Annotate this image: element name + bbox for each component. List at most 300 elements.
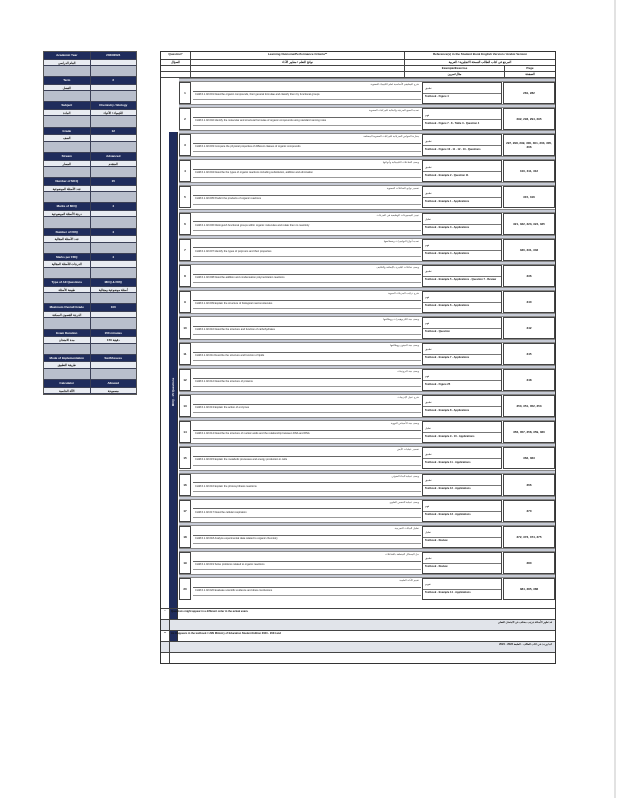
example-arabic: تحليل (425, 531, 432, 535)
question-number: 15 (179, 447, 191, 469)
outcome-english: CHM.6.1.02.004 Describe the types of organic reactions including substitution, addition and elimination (195, 171, 313, 175)
outcome-english: CHM.6.1.02.003 Compare the physical properties of different classes of organic compounds (195, 145, 301, 149)
example-english: Textbook - Example 6 - Applications (425, 304, 470, 308)
example-arabic: تحليل (425, 426, 432, 430)
outcome-text (193, 160, 421, 182)
example-divider (423, 250, 501, 251)
question-number: 11 (179, 343, 191, 365)
question-number: 12 (179, 369, 191, 391)
info-row (44, 268, 136, 279)
example-cell (422, 213, 502, 235)
outcome-arabic: وصف التفاعلات الكيميائية وأنواعها (382, 161, 419, 165)
example-arabic: تطبيق (425, 270, 432, 274)
example-english: Textbook - Example 9 - 10 - Applications (425, 434, 475, 438)
example-cell (422, 160, 502, 182)
outcome-divider (193, 91, 421, 92)
outcome-divider (193, 177, 421, 178)
info-row (44, 116, 136, 127)
example-cell (422, 369, 502, 391)
example-english: Textbook - Example 8 - Applications (425, 408, 470, 412)
info-row (44, 203, 136, 211)
header-page-ar: الصفحة (525, 72, 535, 76)
info-label (44, 192, 90, 203)
outcome-row (179, 239, 555, 261)
outcome-text (193, 82, 421, 104)
info-label: الصف (44, 135, 90, 141)
coverage-table (160, 51, 556, 664)
header-outcome: Learning Outcome/Performance Criteria** (191, 52, 405, 59)
outcome-text (193, 578, 421, 600)
example-english: Textbook - Example 7 - Applications (425, 356, 470, 360)
info-label (44, 217, 90, 228)
example-english: Textbook - Example 12 - Applications (425, 486, 471, 490)
outcome-row (179, 552, 555, 574)
outcome-divider (193, 561, 421, 562)
header-reference: Reference(s) in the Student Book English Version / Arabic Version (432, 52, 528, 56)
example-english: Textbook - Review (425, 565, 448, 569)
outcome-row (179, 265, 555, 287)
outcome-divider (193, 169, 421, 170)
example-divider (423, 563, 501, 564)
example-cell (422, 526, 502, 548)
header-outcome-ar: نواتج التعلم / معايير الأداء (191, 60, 405, 65)
outcome-arabic: تحديد الصيغ الجزيئية والبنائية للمركبات العضوية (369, 109, 419, 113)
outcome-divider (193, 482, 421, 483)
example-divider (423, 171, 501, 172)
example-divider (423, 432, 501, 433)
info-label: Subject (44, 102, 90, 110)
info-row (44, 229, 136, 237)
footnote-arabic: قد تظهر الأسئلة بترتيب مختلف في الامتحان الفعلي (497, 621, 552, 624)
info-label: مدة الامتحان (44, 337, 90, 343)
header-row-1 (161, 52, 555, 60)
info-label: Stream (44, 153, 90, 161)
example-arabic: تقويم (425, 583, 431, 587)
outcome-english: CHM.6.1.02.010 Describe the structure and function of carbohydrates (195, 327, 275, 331)
example-divider (423, 406, 501, 407)
info-label: الآلة الحاسبة (44, 388, 90, 394)
question-number: 13 (179, 395, 191, 417)
info-value: 150 دقيقة (90, 337, 137, 343)
outcome-arabic: وصف تفاعلات البلمرة بالإضافة والتكثيف (376, 265, 419, 269)
example-cell (422, 108, 502, 130)
mcq-section-label (169, 132, 178, 652)
outcome-divider (193, 378, 421, 379)
info-label (44, 318, 90, 329)
outcome-text (193, 552, 421, 574)
info-value: 100 (90, 304, 137, 312)
outcome-row (179, 500, 555, 522)
outcome-divider (193, 404, 421, 405)
outcome-divider (193, 230, 421, 231)
info-row (44, 192, 136, 203)
outcome-text (193, 317, 421, 339)
page-reference: 297, 298, 299, 300, 301, 303, 305, 306 (503, 134, 555, 156)
outcome-row (179, 421, 555, 443)
question-number: 1 (179, 82, 191, 104)
question-number: 16 (179, 474, 191, 496)
info-label (44, 91, 90, 102)
outcome-english: CHM.6.1.02.002 Identify the molecular and structural formulae of organic compounds using standard naming rules (195, 119, 327, 123)
info-row (44, 330, 136, 338)
outcome-arabic: تفسير نواتج التفاعلات العضوية (386, 187, 419, 191)
info-row (44, 128, 136, 136)
example-divider (423, 302, 501, 303)
info-label: Number of MCQ (44, 178, 90, 186)
example-cell (422, 317, 502, 339)
example-cell (422, 447, 502, 469)
info-value (90, 167, 137, 178)
footnote-row (161, 608, 555, 619)
page-reference: 366 (503, 474, 555, 496)
outcome-english: CHM.6.1.02.009 Explain the structure of biological macromolecules (195, 301, 273, 305)
header-blank (161, 66, 191, 71)
info-label: Mode of Implementation (44, 355, 90, 363)
outcome-english: CHM.6.1.02.014 Describe the structure of nucleic acids and the relationship between DNA and RNA (195, 432, 310, 436)
page-reference: 384, 385, 386 (503, 578, 555, 600)
info-label: Number of FRQ (44, 229, 90, 237)
example-arabic: تطبيق (425, 87, 432, 91)
outcome-divider (193, 274, 421, 275)
outcome-row (179, 395, 555, 417)
footnote-row (161, 652, 555, 663)
info-label: درجة الأسئلة الموضوعية (44, 211, 90, 217)
example-english: Textbook - Example 14 - Applications (425, 591, 471, 595)
info-row (44, 91, 136, 102)
info-row (44, 77, 136, 85)
outcome-arabic: وصف بنية الكربوهيدرات ووظائفها (383, 317, 419, 321)
footnote-english: As it appears in the textbook / LMS Ministry of Education Student Edition 2023 - 2024 and (171, 632, 281, 635)
info-value: 12 (90, 128, 137, 136)
info-row (44, 318, 136, 329)
question-number: 7 (179, 239, 191, 261)
outcome-divider (193, 221, 421, 222)
outcome-divider (193, 569, 421, 570)
mcq-section-text: MCQ · 15 Questions (171, 377, 175, 407)
header-blank (191, 72, 405, 77)
outcome-divider (193, 352, 421, 353)
example-arabic: تطبيق (425, 452, 432, 456)
info-row (44, 388, 136, 394)
footnote-arabic: كما وردت في كتاب الطالب - الطبعة 2023 - 2024 (499, 643, 552, 646)
outcome-row (179, 369, 555, 391)
info-row (44, 178, 136, 186)
info-value (90, 318, 137, 329)
example-english: Textbook - Example 3 - Applications (425, 225, 470, 229)
question-number: 3 (179, 134, 191, 156)
info-label: العام الدراسي (44, 60, 90, 66)
info-value: 2023/2024 (90, 52, 137, 60)
page-reference: 350, 351, 352, 353 (503, 395, 555, 417)
example-arabic: تحليل (425, 217, 432, 221)
outcome-text (193, 213, 421, 235)
example-cell (422, 82, 502, 104)
example-arabic: فهم (425, 374, 430, 378)
info-value: SwiftAssess (90, 355, 137, 363)
outcome-text (193, 474, 421, 496)
info-value: 4 (90, 254, 137, 262)
outcome-row (179, 447, 555, 469)
example-cell (422, 186, 502, 208)
info-value: أسئلة موضوعية ومقالية (90, 287, 137, 293)
example-divider (423, 354, 501, 355)
outcome-divider (193, 326, 421, 327)
example-english: Textbook - Figure 4 (425, 95, 449, 99)
question-number: 5 (179, 186, 191, 208)
info-value: Chemistry / Biology (90, 102, 137, 110)
info-row (44, 217, 136, 228)
example-divider (423, 511, 501, 512)
outcome-row (179, 578, 555, 600)
info-label: Exam Duration (44, 330, 90, 338)
info-row (44, 369, 136, 380)
outcome-arabic: وصف عملية البناء الضوئي (391, 474, 419, 478)
example-english: Textbook - Question (425, 330, 450, 334)
info-label: Marks of MCQ (44, 203, 90, 211)
question-number: 20 (179, 578, 191, 600)
outcome-row (179, 343, 555, 365)
info-row (44, 355, 136, 363)
page-reference: 321, 322, 323, 324, 325 (503, 213, 555, 235)
info-label (44, 293, 90, 304)
example-cell (422, 552, 502, 574)
example-divider (423, 224, 501, 225)
outcome-arabic: وصف عملية التنفس الخلوي (389, 500, 419, 504)
outcome-text (193, 343, 421, 365)
outcome-divider (193, 125, 421, 126)
page-reference: 281, 282 (503, 82, 555, 104)
example-arabic: تطبيق (425, 348, 432, 352)
example-arabic: تطبيق (425, 557, 432, 561)
outcome-arabic: تحديد أنواع البوليمرات وخصائصها (383, 239, 419, 243)
info-label: Maximum Overall Grade (44, 304, 90, 312)
footnote-row (161, 641, 555, 652)
example-arabic: تطبيق (425, 400, 432, 404)
info-label: Calculator (44, 380, 90, 388)
page-reference: 345 (503, 343, 555, 365)
outcome-english: CHM.6.1.02.011 Describe the structure and function of lipids (195, 354, 265, 358)
question-number: 10 (179, 317, 191, 339)
outcome-divider (193, 465, 421, 466)
example-divider (423, 276, 501, 277)
outcome-text (193, 291, 421, 313)
outcome-divider (193, 438, 421, 439)
outcome-row (179, 291, 555, 313)
info-value: 4 (90, 203, 137, 211)
info-label: Type of All Questions (44, 279, 90, 287)
outcome-text (193, 447, 421, 469)
info-value (90, 268, 137, 279)
info-value (90, 91, 137, 102)
info-value: 4 (90, 229, 137, 237)
info-row (44, 243, 136, 254)
footnote-marker (161, 653, 170, 663)
example-arabic: فهم (425, 505, 430, 508)
info-value (90, 217, 137, 228)
outcome-arabic: تمييز المجموعات الوظيفية في الجزيئات (376, 213, 419, 217)
outcome-english: CHM.6.1.02.008 Describe addition and condensation polymerization reactions (195, 275, 285, 279)
outcome-text (193, 186, 421, 208)
info-label: طريقة التطبيق (44, 362, 90, 368)
footnote-row (161, 630, 555, 641)
example-divider (423, 328, 501, 329)
outcome-row (179, 474, 555, 496)
outcome-arabic: شرح عمل الإنزيمات (397, 396, 419, 400)
outcome-arabic: تفسير عمليات الأيض (396, 448, 419, 452)
example-english: Textbook - Review (425, 539, 448, 543)
info-value: المتقدم (90, 161, 137, 167)
example-cell (422, 343, 502, 365)
example-arabic: تطبيق (425, 165, 432, 169)
info-value (90, 142, 137, 153)
outcome-divider (193, 543, 421, 544)
outcome-arabic: وصف بنية البروتينات (397, 370, 419, 374)
page-reference: 340 (503, 291, 555, 313)
question-number: 18 (179, 526, 191, 548)
page-reference: 336 (503, 265, 555, 287)
outcome-text (193, 395, 421, 417)
outcome-divider (193, 508, 421, 509)
example-cell (422, 395, 502, 417)
page-reference: 380 (503, 552, 555, 574)
page-reference: 370 (503, 500, 555, 522)
outcome-english: CHM.6.1.02.001 Describe organic compounds, their general formulae and classify them by functional groups (195, 93, 320, 97)
example-english: Textbook - Example 11 - Applications (425, 460, 471, 464)
info-label (44, 116, 90, 127)
info-label (44, 142, 90, 153)
info-row (44, 153, 136, 161)
info-row (44, 254, 136, 262)
info-row (44, 142, 136, 153)
example-arabic: فهم (425, 113, 430, 117)
example-cell (422, 291, 502, 313)
footnote-marker (161, 642, 170, 652)
example-divider (423, 119, 501, 120)
example-cell (422, 421, 502, 443)
outcome-text (193, 526, 421, 548)
outcome-divider (193, 334, 421, 335)
info-row (44, 344, 136, 355)
example-divider (423, 145, 501, 146)
info-label: عدد الأسئلة المقالية (44, 236, 90, 242)
page-reference: 342 (503, 317, 555, 339)
example-english: Textbook - Figure 10 - 11 - 12 - 13 - Questions (425, 147, 481, 151)
info-label (44, 344, 90, 355)
info-label: الدرجات للأسئلة المقالية (44, 261, 90, 267)
outcome-english: CHM.6.1.02.013 Explain the action of enzymes (195, 406, 250, 410)
page-reference: 310, 311, 312 (503, 160, 555, 182)
outcome-english: CHM.6.1.02.019 Solve problems related to organic reactions (195, 562, 265, 566)
info-value (90, 243, 137, 254)
header-page: Page (526, 66, 534, 70)
outcome-english: CHM.6.1.02.016 Explain the photosynthesis reactions (195, 484, 257, 488)
info-row (44, 102, 136, 110)
outcome-divider (193, 595, 421, 596)
outcome-divider (193, 412, 421, 413)
example-cell (422, 578, 502, 600)
info-value: الكيمياء / الأحياء (90, 110, 137, 116)
outcome-divider (193, 204, 421, 205)
header-example-ar: مثال/تمرين (405, 72, 505, 77)
outcome-text (193, 239, 421, 261)
outcome-arabic: وصف بنية الأحماض النووية (390, 422, 419, 426)
outcome-english: CHM.6.1.02.007 Identify the types of polymers and their properties (195, 249, 272, 253)
footnote-english: Questions might appear in a different order in the actual exam. (171, 610, 249, 613)
example-divider (423, 485, 501, 486)
info-label (44, 268, 90, 279)
info-label: الدرجة القصوى الممكنة (44, 312, 90, 318)
example-english: Textbook - Example 13 - Applications (425, 513, 471, 517)
example-english: Textbook - Example 2 - Question 11 (425, 173, 469, 177)
info-label: المادة (44, 110, 90, 116)
outcome-divider (193, 430, 421, 431)
info-value: Allowed (90, 380, 137, 388)
info-label (44, 167, 90, 178)
outcome-arabic: شرح المفاهيم الأساسية لعلم الكيمياء العضوية (370, 83, 419, 86)
header-blank (161, 72, 191, 77)
question-number: 8 (179, 265, 191, 287)
outcome-divider (193, 247, 421, 248)
outcome-text (193, 421, 421, 443)
example-arabic: فهم (425, 322, 430, 326)
example-cell (422, 134, 502, 156)
outcome-arabic: وصف بنية الدهون ووظائفها (390, 344, 419, 347)
example-divider (423, 197, 501, 198)
outcome-arabic: تحليل البيانات التجريبية (394, 526, 419, 530)
info-label: طبيعة الأسئلة (44, 287, 90, 293)
outcome-text (193, 369, 421, 391)
exam-info-panel (43, 51, 137, 395)
info-value: 2 (90, 77, 137, 85)
outcome-divider (193, 143, 421, 144)
example-arabic: تطبيق (425, 478, 432, 482)
info-value (90, 344, 137, 355)
example-divider (423, 458, 501, 459)
outcome-divider (193, 256, 421, 257)
outcome-divider (193, 99, 421, 100)
page-reference: 356, 357, 358, 359, 360 (503, 421, 555, 443)
info-row (44, 279, 136, 287)
question-number: 14 (179, 421, 191, 443)
outcome-divider (193, 117, 421, 118)
example-cell (422, 474, 502, 496)
example-divider (423, 589, 501, 590)
example-arabic: فهم (425, 296, 430, 300)
example-english: Textbook - Example 5 - Applications - Question 7 - Review (425, 278, 497, 282)
question-number: 19 (179, 552, 191, 574)
example-divider (423, 537, 501, 538)
outcome-arabic: شرح تركيب الجزيئات الحيوية (388, 291, 419, 295)
example-arabic: فهم (425, 244, 430, 247)
outcome-row (179, 213, 555, 235)
info-value: 150 minutes (90, 330, 137, 338)
info-value (90, 293, 137, 304)
page-reference: 292, 293, 294, 295 (503, 108, 555, 130)
outcome-arabic: مقارنة الخواص الفيزيائية للمركبات العضوية المختلفة (363, 135, 419, 139)
example-arabic: تطبيق (425, 139, 432, 143)
example-arabic: تطبيق (425, 191, 432, 195)
example-cell (422, 500, 502, 522)
outcome-divider (193, 587, 421, 588)
info-label: Academic Year (44, 52, 90, 60)
outcome-divider (193, 300, 421, 301)
info-label: Term (44, 77, 90, 85)
outcome-row (179, 160, 555, 182)
info-label: Marks per FRQ (44, 254, 90, 262)
outcome-row (179, 186, 555, 208)
outcome-divider (193, 308, 421, 309)
info-value (90, 192, 137, 203)
